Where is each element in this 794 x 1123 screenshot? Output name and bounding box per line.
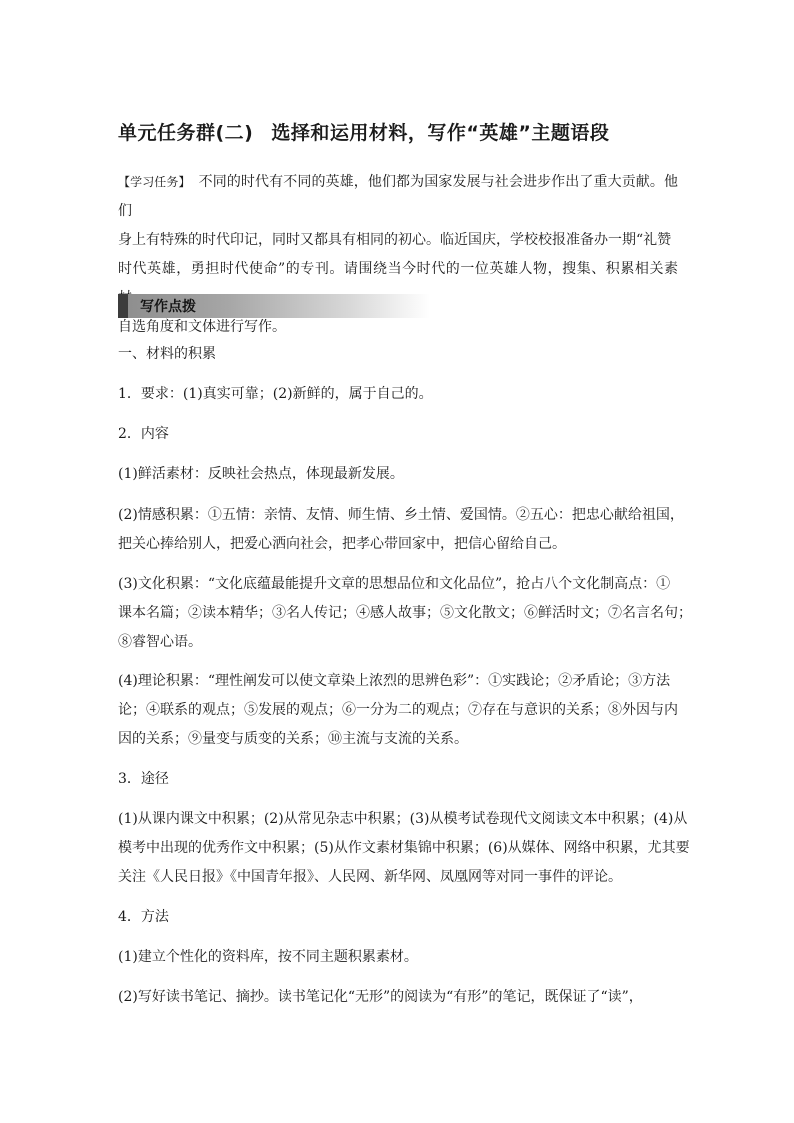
task-line: 自选角度和文体进行写作。 — [118, 319, 286, 335]
item-method-heading: 4．方法 — [118, 909, 169, 925]
task-line: 时代英雄，勇担时代使命”的专刊。请围绕当今时代的一位英雄人物，搜集、积累相关素 — [118, 261, 678, 277]
page-title — [118, 118, 718, 145]
item-requirements: 1．要求：(1)真实可靠；(2)新鲜的，属于自己的。 — [118, 386, 433, 402]
content-fresh-material: (1)鲜活素材：反映社会热点，体现最新发展。 — [118, 466, 404, 482]
content-emotion-line: (2)情感积累：①五情：亲情、友情、师生情、乡土情、爱国情。②五心：把忠心献给祖国， — [118, 507, 684, 523]
title-part-1: 单元任务群(二) — [118, 122, 254, 144]
banner-accent-bar — [118, 294, 128, 318]
title-part-2: 选择和运用材料，写作“英雄”主题语段 — [271, 122, 610, 144]
task-line: 不同的时代有不同的英雄，他们都为国家发展与社会进步作出了重大贡献。他们 — [118, 174, 678, 219]
item-route-heading: 3．途径 — [118, 771, 169, 787]
content-theory-line: 因的关系；⑨量变与质变的关系；⑩主流与支流的关系。 — [118, 731, 468, 747]
section-banner — [118, 294, 430, 318]
content-emotion-line: 把关心捧给别人，把爱心洒向社会，把孝心带回家中，把信心留给自己。 — [118, 536, 566, 552]
route-line: 模考中出现的优秀作文中积累；(5)从作文素材集锦中积累；(6)从媒体、网络中积累，尤其要 — [118, 840, 690, 856]
learning-task-label: 【学习任务】 — [118, 175, 191, 189]
method-line: (2)写好读书笔记、摘抄。读书笔记化“无形”的阅读为“有形”的笔记，既保证了“读”， — [118, 989, 643, 1005]
content-culture-line: ⑧睿智心语。 — [118, 634, 202, 650]
route-line: (1)从课内课文中积累；(2)从常见杂志中积累；(3)从模考试卷现代文阅读文本中积累；(4)从 — [118, 811, 688, 827]
content-theory-line: (4)理论积累：“理性阐发可以使文章染上浓烈的思辨色彩”：①实践论；②矛盾论；③方法 — [118, 673, 671, 689]
task-line: 身上有特殊的时代印记，同时又都具有相同的初心。临近国庆，学校校报准备办一期“礼赞 — [118, 232, 672, 248]
item-content-heading: 2．内容 — [118, 426, 169, 442]
content-theory-line: 论；④联系的观点；⑤发展的观点；⑥一分为二的观点；⑦存在与意识的关系；⑧外因与内 — [118, 702, 678, 718]
method-line: (1)建立个性化的资料库，按不同主题积累素材。 — [118, 949, 418, 965]
route-line: 关注《人民日报》《中国青年报》、人民网、新华网、凤凰网等对同一事件的评论。 — [118, 869, 622, 885]
heading-material-accumulation: 一、材料的积累 — [118, 346, 216, 362]
content-culture-line: (3)文化积累：“文化底蕴最能提升文章的思想品位和文化品位”，抢占八个文化制高点：① — [118, 576, 671, 592]
section-banner-label: 写作点拨 — [140, 299, 196, 315]
content-culture-line: 课本名篇；②读本精华；③名人传记；④感人故事；⑤文化散文；⑥鲜活时文；⑦名言名句； — [118, 605, 692, 621]
